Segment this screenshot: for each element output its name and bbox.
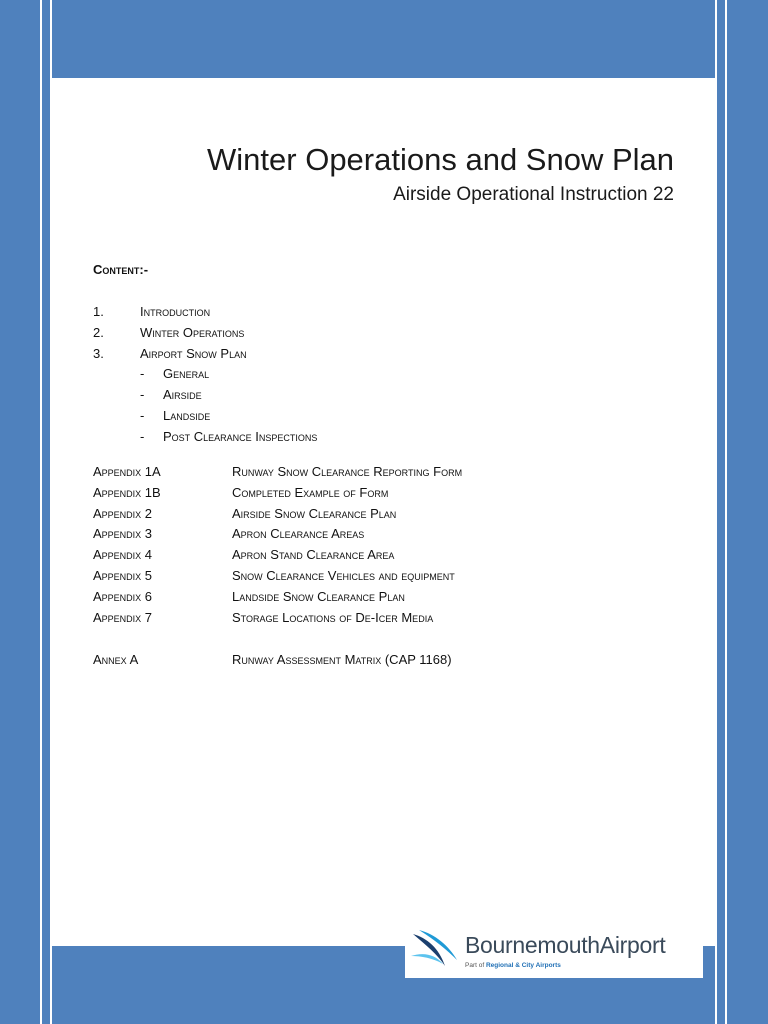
appendix-label: Appendix 6 xyxy=(93,589,153,604)
left-rail xyxy=(0,0,40,1024)
toc-subtitle: Airside xyxy=(163,387,202,402)
appendix-title: Airside Snow Clearance Plan xyxy=(232,506,397,521)
toc-number: 3. xyxy=(93,346,104,361)
toc-title: Airport Snow Plan xyxy=(140,346,247,361)
appendix-label: Appendix 5 xyxy=(93,568,153,583)
bournemouth-airport-logo xyxy=(405,922,703,978)
logo-tagline xyxy=(465,962,561,969)
toc-subtitle: Post Clearance Inspections xyxy=(163,429,318,444)
annex-label: Annex A xyxy=(93,652,139,667)
appendix-title: Apron Stand Clearance Area xyxy=(232,547,395,562)
appendix-label: Appendix 1B xyxy=(93,485,161,500)
frame-inner-line xyxy=(717,0,725,1024)
header-band xyxy=(0,0,768,78)
appendix-label: Appendix 4 xyxy=(93,547,153,562)
logo-wordmark: BournemouthAirport xyxy=(465,932,666,958)
appendix-title: Storage Locations of De-Icer Media xyxy=(232,610,434,625)
toc-dash: - xyxy=(140,387,145,402)
toc-title: Introduction xyxy=(140,304,211,319)
appendix-label: Appendix 2 xyxy=(93,506,153,521)
appendix-title: Runway Snow Clearance Reporting Form xyxy=(232,464,463,479)
toc-title: Winter Operations xyxy=(140,325,245,340)
content-heading: Content:- xyxy=(93,262,149,277)
toc-number: 1. xyxy=(93,304,104,319)
bird-swoosh-icon xyxy=(409,926,461,974)
right-rail xyxy=(727,0,768,1024)
toc-number: 2. xyxy=(93,325,104,340)
document-title: Winter Operations and Snow Plan xyxy=(207,142,674,177)
frame-inner-line xyxy=(42,0,50,1024)
logo-tag-prefix: Part of xyxy=(465,962,485,969)
appendix-title: Landside Snow Clearance Plan xyxy=(232,589,405,604)
appendix-label: Appendix 3 xyxy=(93,526,153,541)
appendix-label: Appendix 7 xyxy=(93,610,153,625)
document-page xyxy=(52,78,715,946)
toc-subtitle: General xyxy=(163,366,210,381)
appendix-title: Apron Clearance Areas xyxy=(232,526,365,541)
toc-dash: - xyxy=(140,366,145,381)
appendix-label: Appendix 1A xyxy=(93,464,161,479)
logo-tag-brand: Regional & City Airports xyxy=(485,962,561,969)
document-subtitle: Airside Operational Instruction 22 xyxy=(393,184,674,205)
appendix-title: Snow Clearance Vehicles and equipment xyxy=(232,568,455,583)
toc-dash: - xyxy=(140,429,145,444)
frame-gap xyxy=(725,0,727,1024)
toc-dash: - xyxy=(140,408,145,423)
toc-subtitle: Landside xyxy=(163,408,211,423)
annex-title: Runway Assessment Matrix (CAP 1168) xyxy=(232,652,452,667)
appendix-title: Completed Example of Form xyxy=(232,485,389,500)
